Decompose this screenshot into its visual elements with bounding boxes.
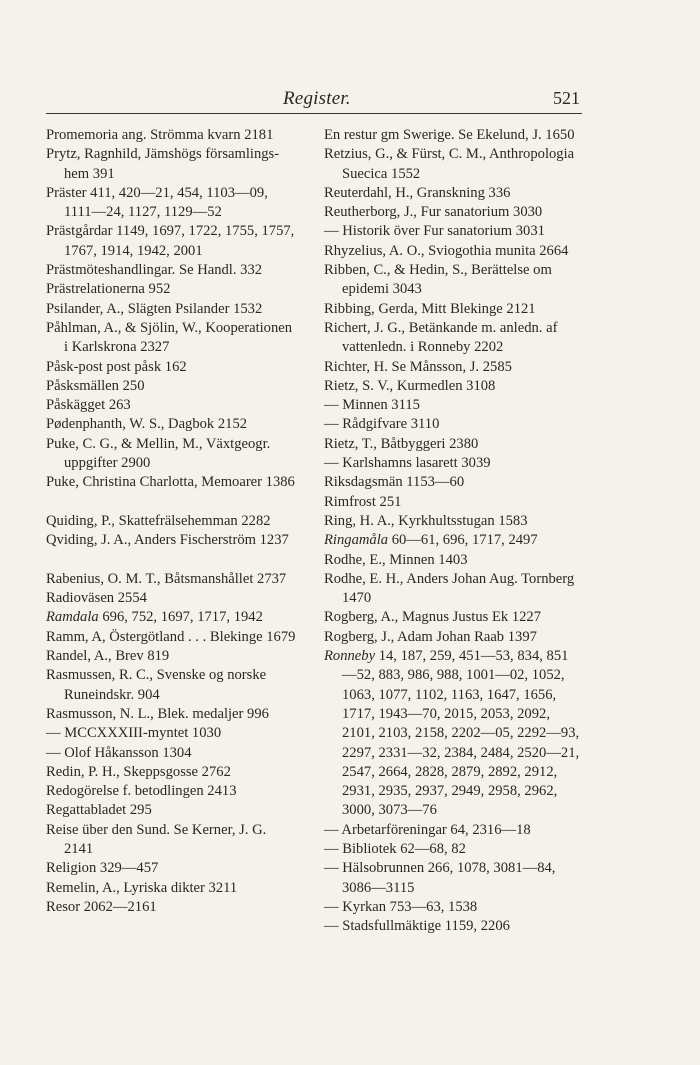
entry-text: Regattabladet 295 bbox=[46, 802, 152, 819]
entry-text: Påsksmällen 250 bbox=[46, 377, 145, 394]
entry-text: Påsk-post post påsk 162 bbox=[46, 358, 187, 375]
entry-text: — Hälsobrunnen 266, 1078, 3081—84, 3086—3115 bbox=[324, 860, 556, 896]
entry-text: Remelin, A., Lyriska dikter 3211 bbox=[46, 879, 238, 896]
entry-text: Rimfrost 251 bbox=[324, 493, 402, 510]
entry-text: Prästrelationerna 952 bbox=[46, 281, 171, 298]
entry-text: Rasmusson, N. L., Blek. medaljer 996 bbox=[46, 705, 269, 722]
entry-text: — Bibliotek 62—68, 82 bbox=[324, 840, 466, 857]
index-entry bbox=[46, 415, 298, 434]
index-entry bbox=[324, 493, 582, 512]
index-entry bbox=[324, 358, 582, 377]
entry-text: Richter, H. Se Månsson, J. 2585 bbox=[324, 358, 512, 375]
index-entry bbox=[324, 840, 582, 859]
index-entry bbox=[324, 203, 582, 222]
index-entry bbox=[46, 319, 298, 358]
entry-text: Redogörelse f. betodlingen 2413 bbox=[46, 783, 237, 800]
entry-text: Reise über den Sund. Se Kerner, J. G. 2141 bbox=[46, 821, 267, 857]
entry-text: Påskägget 263 bbox=[46, 397, 131, 414]
entry-text: Richert, J. G., Betänkande m. anledn. af vattenledn. i Ronneby 2202 bbox=[324, 319, 558, 356]
index-entry bbox=[46, 782, 298, 801]
entry-text: Ring, H. A., Kyrkhultsstugan 1583 bbox=[324, 512, 528, 529]
entry-text: Puke, Christina Charlotta, Memoarer 1386 bbox=[46, 474, 295, 491]
entry-text: Randel, A., Brev 819 bbox=[46, 648, 170, 665]
index-entry bbox=[46, 801, 298, 820]
entry-text: — Minnen 3115 bbox=[324, 397, 420, 414]
index-entry bbox=[46, 377, 298, 396]
header-title: Register. bbox=[283, 88, 351, 109]
entry-text: Rogberg, A., Magnus Justus Ek 1227 bbox=[324, 609, 542, 626]
index-entry bbox=[46, 570, 298, 589]
index-entry bbox=[46, 531, 298, 550]
section-gap bbox=[46, 493, 298, 512]
entry-text: Rodhe, E. H., Anders Johan Aug. Tornberg 1470 bbox=[324, 570, 575, 607]
page-number: 521 bbox=[553, 88, 580, 108]
entry-text: En restur gm Swerige. Se Ekelund, J. 1650 bbox=[324, 127, 575, 143]
index-entry bbox=[46, 705, 298, 724]
index-entry bbox=[46, 763, 298, 782]
index-entry bbox=[46, 396, 298, 415]
index-entry bbox=[324, 126, 582, 145]
entry-text: Quiding, P., Skattefrälsehemman 2282 bbox=[46, 512, 271, 529]
index-entry bbox=[46, 647, 298, 666]
index-column-left bbox=[46, 126, 298, 917]
entry-text: Ramm, A, Östergötland . . . Blekinge 1679 bbox=[46, 628, 296, 645]
index-entry bbox=[324, 608, 582, 627]
index-entry bbox=[324, 859, 582, 898]
index-entry bbox=[46, 358, 298, 377]
index-entry bbox=[46, 145, 298, 184]
entry-text: Radioväsen 2554 bbox=[46, 590, 147, 607]
entry-text: — Kyrkan 753—63, 1538 bbox=[324, 898, 478, 915]
index-entry bbox=[324, 531, 582, 550]
entry-text: Rogberg, J., Adam Johan Raab 1397 bbox=[324, 628, 537, 645]
entry-text: Qviding, J. A., Anders Fischerström 1237 bbox=[46, 532, 289, 549]
index-entry bbox=[324, 184, 582, 203]
index-entry bbox=[46, 280, 298, 299]
index-entry bbox=[324, 300, 582, 319]
entry-text: 696, 752, 1697, 1717, 1942 bbox=[98, 609, 263, 626]
section-gap bbox=[46, 551, 298, 570]
entry-text: Retzius, G., & Fürst, C. M., Anthropologia Suecica 1552 bbox=[324, 146, 575, 182]
index-entry bbox=[46, 821, 298, 860]
index-entry bbox=[46, 473, 298, 492]
index-entry bbox=[46, 184, 298, 223]
index-entry bbox=[324, 512, 582, 531]
index-entry bbox=[324, 261, 582, 300]
index-entry bbox=[46, 222, 298, 261]
index-entry bbox=[324, 319, 582, 358]
index-entry bbox=[324, 435, 582, 454]
index-entry bbox=[46, 724, 298, 743]
entry-text: Pødenphanth, W. S., Dagbok 2152 bbox=[46, 416, 248, 433]
entry-text: Rietz, T., Båtbyggeri 2380 bbox=[324, 435, 479, 452]
index-entry bbox=[324, 628, 582, 647]
entry-text: Resor 2062—2161 bbox=[46, 898, 157, 915]
entry-text: Ribben, C., & Hedin, S., Berättelse om epidemi 3043 bbox=[324, 262, 552, 298]
index-entry bbox=[46, 589, 298, 608]
running-header bbox=[46, 88, 584, 112]
entry-text: Rasmussen, R. C., Svenske og norske Runeindskr. 904 bbox=[46, 667, 267, 703]
entry-text: Rietz, S. V., Kurmedlen 3108 bbox=[324, 377, 496, 394]
entry-text: 14, 187, 259, 451—53, 834, 851—52, 883, 986, 988, 1001—02, 1052, 1063, 1077, 1102, 1163, 1647, 1656, 1717, 1943—70, 2015, 2053, 2092, 2101, 2103, 2158, 2202—05, 2292—93, 2297, 2331—32, 2384, 2484, 2520—21, 2547, 2664, 2828, 2879, 2892, 2912, 2931, 2935, 2937, 2949, 2958, 2962, 3000, 3073—76 bbox=[342, 648, 580, 819]
index-entry bbox=[324, 551, 582, 570]
entry-text: Religion 329—457 bbox=[46, 860, 159, 877]
index-entry bbox=[46, 435, 298, 474]
entry-text: Prästgårdar 1149, 1697, 1722, 1755, 1757, 1767, 1914, 1942, 2001 bbox=[46, 223, 295, 259]
entry-text: — Rådgifvare 3110 bbox=[324, 416, 440, 433]
header-rule bbox=[46, 113, 582, 114]
entry-text: Rhyzelius, A. O., Sviogothia munita 2664 bbox=[324, 242, 569, 259]
entry-text: Rabenius, O. M. T., Båtsmanshållet 2737 bbox=[46, 570, 287, 587]
entry-text: — MCCXXXIII-myntet 1030 bbox=[46, 725, 222, 742]
index-entry bbox=[324, 647, 582, 821]
place-name: Ramdala bbox=[46, 609, 99, 626]
place-name: Ringamåla bbox=[324, 532, 389, 549]
entry-text: Reuterdahl, H., Granskning 336 bbox=[324, 184, 511, 201]
entry-text: 60—61, 696, 1717, 2497 bbox=[388, 532, 538, 549]
entry-text: Ribbing, Gerda, Mitt Blekinge 2121 bbox=[324, 300, 536, 317]
index-entry bbox=[324, 242, 582, 261]
index-entry bbox=[46, 898, 298, 917]
entry-text: Redin, P. H., Skeppsgosse 2762 bbox=[46, 763, 231, 780]
index-entry bbox=[324, 898, 582, 917]
index-entry bbox=[46, 666, 298, 705]
index-entry bbox=[46, 300, 298, 319]
entry-text: Promemoria ang. Strömma kvarn 2181 bbox=[46, 127, 274, 143]
index-entry bbox=[324, 821, 582, 840]
entry-text: — Olof Håkansson 1304 bbox=[46, 744, 192, 761]
index-entry bbox=[46, 628, 298, 647]
index-entry bbox=[324, 570, 582, 609]
index-entry bbox=[46, 512, 298, 531]
index-entry bbox=[46, 859, 298, 878]
entry-text: Prästmöteshandlingar. Se Handl. 332 bbox=[46, 262, 263, 279]
index-entry bbox=[324, 917, 582, 936]
index-entry bbox=[324, 396, 582, 415]
entry-text: Påhlman, A., & Sjölin, W., Kooperationen i Karlskrona 2327 bbox=[46, 319, 293, 356]
entry-text: Riksdagsmän 1153—60 bbox=[324, 474, 465, 491]
index-entry bbox=[324, 145, 582, 184]
index-entry bbox=[46, 261, 298, 280]
index-entry bbox=[46, 608, 298, 627]
index-entry bbox=[324, 222, 582, 241]
entry-text: Reutherborg, J., Fur sanatorium 3030 bbox=[324, 204, 543, 221]
entry-text: Rodhe, E., Minnen 1403 bbox=[324, 551, 468, 568]
entry-text: Puke, C. G., & Mellin, M., Växtgeogr. uppgifter 2900 bbox=[46, 435, 271, 472]
index-column-right bbox=[324, 126, 582, 936]
entry-text: — Karlshamns lasarett 3039 bbox=[324, 455, 491, 472]
entry-text: — Historik över Fur sanatorium 3031 bbox=[324, 223, 545, 240]
index-entry bbox=[324, 454, 582, 473]
entry-text: Prytz, Ragnhild, Jämshögs församlings-hem 391 bbox=[46, 146, 280, 182]
index-entry bbox=[46, 126, 298, 145]
entry-text: — Stadsfullmäktige 1159, 2206 bbox=[324, 918, 510, 935]
index-entry bbox=[324, 377, 582, 396]
entry-text: Psilander, A., Slägten Psilander 1532 bbox=[46, 300, 263, 317]
index-entry bbox=[46, 744, 298, 763]
entry-text: — Arbetarföreningar 64, 2316—18 bbox=[324, 821, 531, 838]
index-entry bbox=[324, 473, 582, 492]
place-name: Ronneby bbox=[324, 648, 376, 665]
index-entry bbox=[46, 879, 298, 898]
entry-text: Präster 411, 420—21, 454, 1103—09, 1111—24, 1127, 1129—52 bbox=[46, 184, 268, 221]
index-entry bbox=[324, 415, 582, 434]
